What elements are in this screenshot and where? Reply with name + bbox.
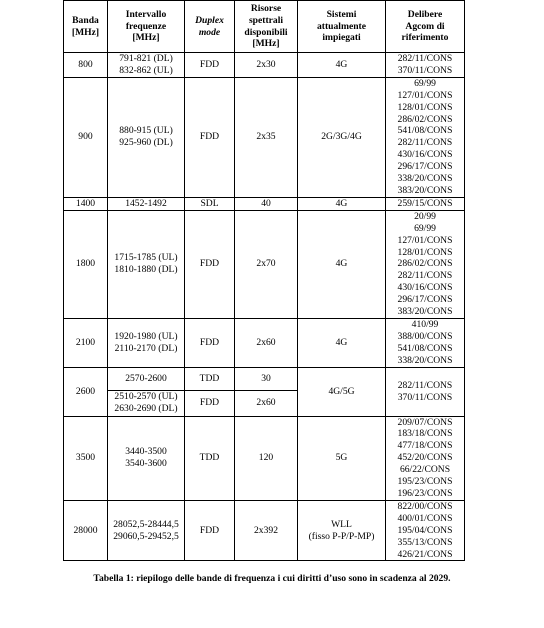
header-risorse-spettrali: Risorse spettrali disponibili [MHz]: [235, 1, 298, 53]
frequency-range-cell-line: 1452-1492: [125, 197, 167, 209]
systems-cell: [298, 318, 386, 367]
delibere-cell-line: 69/99: [414, 222, 436, 234]
systems-cell-line: 2G/3G/4G: [321, 131, 362, 143]
delibere-cell-line: 66/22/CONS: [399, 464, 451, 476]
spectral-resources-cell: 120: [235, 416, 298, 500]
spectral-resources-cell: 30: [235, 367, 298, 390]
frequency-range-cell: [108, 367, 185, 390]
systems-cell: [298, 416, 386, 500]
delibere-cell-line: 452/20/CONS: [397, 452, 453, 464]
delibere-cell-line: 430/16/CONS: [397, 149, 453, 161]
spectral-resources-cell: 2x35: [235, 77, 298, 197]
delibere-cell-line: 183/18/CONS: [397, 428, 453, 440]
delibere-cell-line: 282/11/CONS: [397, 53, 453, 64]
delibere-cell-line: 338/20/CONS: [397, 173, 453, 185]
delibere-cell-line: 370/11/CONS: [397, 64, 453, 76]
delibere-cell-line: 128/01/CONS: [397, 101, 453, 113]
frequency-range-cell-line: 1920-1980 (UL): [114, 330, 178, 342]
frequency-range-cell: [108, 210, 185, 318]
delibere-cell-line: 355/13/CONS: [397, 536, 453, 548]
delibere-cell: [386, 197, 465, 210]
frequency-range-cell-line: 1810-1880 (DL): [114, 264, 178, 276]
band-cell: 2100: [64, 318, 108, 367]
frequency-range-cell-line: 2510-2570 (UL): [114, 391, 178, 403]
table-body: [64, 53, 465, 561]
delibere-cell-line: 426/21/CONS: [397, 548, 453, 560]
delibere-cell-line: 286/02/CONS: [397, 258, 453, 270]
delibere-cell-line: 196/23/CONS: [397, 488, 453, 499]
frequency-range-cell-line: 28052,5-28444,5: [113, 518, 179, 530]
delibere-cell-line: 195/23/CONS: [397, 476, 453, 488]
delibere-cell: [386, 500, 465, 561]
header-sistemi-impiegati: Sistemi attualmente impiegati: [298, 1, 386, 53]
systems-cell-line: (fisso P-P/P-MP): [308, 530, 375, 542]
frequency-range-cell: [108, 197, 185, 210]
systems-cell-line: WLL: [331, 518, 352, 530]
delibere-cell-line: 370/11/CONS: [397, 391, 453, 403]
frequency-range-cell: [108, 416, 185, 500]
delibere-cell-line: 127/01/CONS: [397, 89, 453, 101]
systems-cell-line: 5G: [335, 452, 348, 464]
table-row: [64, 77, 465, 197]
delibere-cell-line: 286/02/CONS: [397, 113, 453, 125]
delibere-cell: [386, 53, 465, 78]
frequency-range-cell-line: 2110-2170 (DL): [114, 342, 178, 354]
frequency-range-cell-line: 1715-1785 (UL): [114, 252, 178, 264]
table-caption: Tabella 1: riepilogo delle bande di frequenza i cui diritti d’uso sono in scadenza al 2029.: [93, 573, 451, 584]
systems-cell: [298, 210, 386, 318]
spectral-resources-cell: 2x392: [235, 500, 298, 561]
table-row: [64, 318, 465, 367]
duplex-mode-cell: FDD: [185, 210, 235, 318]
delibere-cell-line: 388/00/CONS: [397, 330, 453, 342]
table-header-row: [64, 1, 465, 53]
systems-cell-line: 4G: [335, 197, 348, 209]
delibere-cell-line: 400/01/CONS: [397, 512, 453, 524]
duplex-mode-cell: FDD: [185, 53, 235, 78]
delibere-cell-line: 383/20/CONS: [397, 184, 453, 196]
duplex-mode-cell: FDD: [185, 390, 235, 416]
band-cell: 1800: [64, 210, 108, 318]
delibere-cell-line: 541/08/CONS: [397, 125, 453, 137]
delibere-cell: [386, 318, 465, 367]
delibere-cell-line: 296/17/CONS: [397, 294, 453, 306]
delibere-cell-line: 209/07/CONS: [397, 416, 453, 428]
systems-cell: [298, 197, 386, 210]
table-row: [64, 500, 465, 561]
table-row: [64, 53, 465, 78]
delibere-cell-line: 282/11/CONS: [397, 379, 453, 391]
spectral-resources-cell: 2x60: [235, 318, 298, 367]
delibere-cell-line: 410/99: [411, 318, 439, 330]
frequency-range-cell-line: 2570-2600: [125, 372, 167, 384]
frequency-range-cell: [108, 318, 185, 367]
duplex-mode-cell: TDD: [185, 367, 235, 390]
spectral-resources-cell: 2x70: [235, 210, 298, 318]
frequency-range-cell-line: 791-821 (DL): [119, 53, 173, 64]
delibere-cell-line: 20/99: [414, 210, 436, 222]
systems-cell-line: 4G: [335, 58, 348, 70]
delibere-cell: [386, 367, 465, 416]
systems-cell: [298, 77, 386, 197]
band-cell: 1400: [64, 197, 108, 210]
band-cell: 900: [64, 77, 108, 197]
delibere-cell-line: 296/17/CONS: [397, 161, 453, 173]
systems-cell: [298, 53, 386, 78]
frequency-range-cell-line: 832-862 (UL): [119, 64, 173, 76]
frequency-range-cell-line: 2630-2690 (DL): [114, 403, 178, 415]
delibere-cell: [386, 416, 465, 500]
spectral-resources-cell: 2x60: [235, 390, 298, 416]
systems-cell-line: 4G: [335, 258, 348, 270]
frequency-range-cell: [108, 77, 185, 197]
duplex-mode-cell: SDL: [185, 197, 235, 210]
delibere-cell-line: 128/01/CONS: [397, 246, 453, 258]
duplex-mode-cell: FDD: [185, 500, 235, 561]
header-banda: Banda [MHz]: [64, 1, 108, 53]
table-row: [64, 197, 465, 210]
frequency-range-cell-line: 925-960 (DL): [119, 137, 173, 149]
systems-cell: [298, 500, 386, 561]
frequency-range-cell-line: 29060,5-29452,5: [113, 530, 179, 542]
band-cell: 3500: [64, 416, 108, 500]
frequency-range-cell-line: 880-915 (UL): [119, 125, 173, 137]
table-row: [64, 367, 465, 390]
delibere-cell-line: 383/20/CONS: [397, 306, 453, 318]
delibere-cell: [386, 77, 465, 197]
delibere-cell-line: 69/99: [414, 77, 436, 89]
delibere-cell-line: 822/00/CONS: [397, 500, 453, 512]
spectral-resources-cell: 40: [235, 197, 298, 210]
systems-cell-line: 4G: [335, 336, 348, 348]
delibere-cell-line: 338/20/CONS: [397, 354, 453, 366]
frequency-range-cell: [108, 53, 185, 78]
band-cell: 800: [64, 53, 108, 78]
frequency-range-cell: [108, 500, 185, 561]
systems-cell-line: 4G/5G: [328, 385, 355, 397]
delibere-cell-line: 541/08/CONS: [397, 342, 453, 354]
frequency-range-cell: [108, 390, 185, 416]
duplex-mode-cell: FDD: [185, 318, 235, 367]
duplex-mode-cell: TDD: [185, 416, 235, 500]
band-cell: 28000: [64, 500, 108, 561]
delibere-cell-line: 430/16/CONS: [397, 282, 453, 294]
delibere-cell-line: 259/15/CONS: [397, 197, 453, 209]
table-row: [64, 210, 465, 318]
header-delibere-agcom: Delibere Agcom di riferimento: [386, 1, 465, 53]
delibere-cell-line: 477/18/CONS: [397, 440, 453, 452]
header-duplex-mode: Duplex mode: [185, 1, 235, 53]
delibere-cell: [386, 210, 465, 318]
frequency-range-cell-line: 3540-3600: [125, 458, 167, 470]
delibere-cell-line: 282/11/CONS: [397, 270, 453, 282]
band-cell: 2600: [64, 367, 108, 416]
header-intervallo-frequenze: Intervallo frequenze [MHz]: [108, 1, 185, 53]
frequency-range-cell-line: 3440-3500: [125, 446, 167, 458]
delibere-cell-line: 282/11/CONS: [397, 137, 453, 149]
duplex-mode-cell: FDD: [185, 77, 235, 197]
table-row: [64, 416, 465, 500]
frequency-bands-table: [63, 0, 465, 561]
delibere-cell-line: 127/01/CONS: [397, 234, 453, 246]
systems-cell: [298, 367, 386, 416]
spectral-resources-cell: 2x30: [235, 53, 298, 78]
delibere-cell-line: 195/04/CONS: [397, 524, 453, 536]
